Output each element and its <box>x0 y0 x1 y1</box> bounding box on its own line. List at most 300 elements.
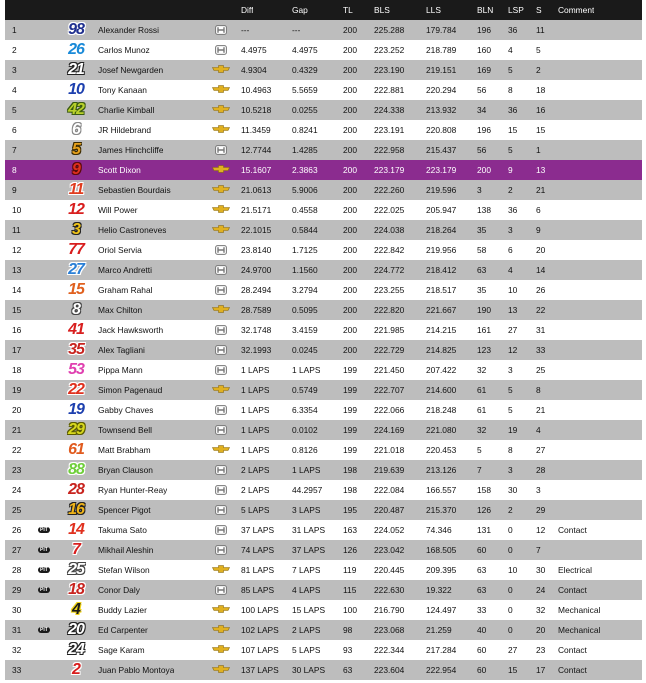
last-lap-speed-cell: 214.215 <box>426 325 457 335</box>
total-laps-cell: 200 <box>343 105 357 115</box>
gap-cell: 31 LAPS <box>292 525 326 535</box>
honda-engine-icon <box>212 145 233 155</box>
laps-since-pit-cell: 5 <box>508 145 513 155</box>
gap-cell: 0.8126 <box>292 445 318 455</box>
total-laps-cell: 200 <box>343 125 357 135</box>
best-lap-number-cell: 123 <box>477 345 491 355</box>
chevrolet-bowtie-icon <box>212 385 230 395</box>
best-lap-speed-cell: 221.018 <box>374 445 405 455</box>
start-position-cell: 20 <box>536 625 546 635</box>
position-cell: 27 <box>12 545 22 555</box>
total-laps-cell: 126 <box>343 545 357 555</box>
best-lap-speed-cell: 223.190 <box>374 65 405 75</box>
table-row[interactable] <box>5 120 642 140</box>
best-lap-speed-cell: 223.191 <box>374 125 405 135</box>
chevrolet-bowtie-icon <box>212 85 230 95</box>
driver-name[interactable]: Will Power <box>98 205 138 215</box>
best-lap-number-cell: 60 <box>477 645 487 655</box>
pit-badge: PIT <box>40 567 48 573</box>
best-lap-number-cell: 138 <box>477 205 491 215</box>
driver-name[interactable]: Jack Hawksworth <box>98 325 164 335</box>
comment-cell: Contact <box>558 585 587 595</box>
table-row[interactable] <box>5 280 642 300</box>
chevrolet-bowtie-icon <box>212 65 230 75</box>
laps-since-pit-cell: 13 <box>508 305 518 315</box>
start-position-cell: 32 <box>536 605 546 615</box>
car-number: 29 <box>68 421 84 438</box>
car-number: 77 <box>68 241 84 258</box>
col-header-bln[interactable]: BLN <box>477 5 494 15</box>
best-lap-speed-cell: 222.344 <box>374 645 405 655</box>
start-position-cell: 17 <box>536 665 546 675</box>
best-lap-speed-cell: 220.487 <box>374 505 405 515</box>
last-lap-speed-cell: 220.294 <box>426 85 457 95</box>
best-lap-number-cell: 34 <box>477 105 487 115</box>
honda-engine-icon <box>212 285 233 295</box>
diff-cell: 32.1748 <box>241 325 272 335</box>
car-number: 12 <box>68 201 84 218</box>
best-lap-number-cell: 56 <box>477 85 487 95</box>
total-laps-cell: 200 <box>343 85 357 95</box>
best-lap-speed-cell: 224.038 <box>374 225 405 235</box>
gap-cell: 4.4975 <box>292 45 318 55</box>
col-header-lls[interactable]: LLS <box>426 5 441 15</box>
start-position-cell: 6 <box>536 205 541 215</box>
best-lap-number-cell: 60 <box>477 545 487 555</box>
table-row[interactable] <box>5 460 642 480</box>
driver-name[interactable]: Scott Dixon <box>98 165 141 175</box>
last-lap-speed-cell: 215.370 <box>426 505 457 515</box>
best-lap-speed-cell: 216.790 <box>374 605 405 615</box>
table-row[interactable] <box>5 540 642 560</box>
best-lap-number-cell: 161 <box>477 325 491 335</box>
chevrolet-bowtie-icon <box>212 665 230 675</box>
laps-since-pit-cell: 36 <box>508 25 518 35</box>
total-laps-cell: 199 <box>343 365 357 375</box>
start-position-cell: 31 <box>536 325 546 335</box>
table-row[interactable] <box>5 520 642 540</box>
last-lap-speed-cell: 215.437 <box>426 145 457 155</box>
best-lap-speed-cell: 222.842 <box>374 245 405 255</box>
col-header-gap[interactable]: Gap <box>292 5 308 15</box>
car-number: 53 <box>68 361 84 378</box>
diff-cell: 74 LAPS <box>241 545 275 555</box>
best-lap-speed-cell: 221.450 <box>374 365 405 375</box>
best-lap-number-cell: 32 <box>477 425 487 435</box>
total-laps-cell: 100 <box>343 605 357 615</box>
laps-since-pit-cell: 15 <box>508 125 518 135</box>
comment-cell: Contact <box>558 665 587 675</box>
start-position-cell: 28 <box>536 465 546 475</box>
last-lap-speed-cell: 221.080 <box>426 425 457 435</box>
table-row[interactable] <box>5 60 642 80</box>
driver-name[interactable]: Max Chilton <box>98 305 143 315</box>
table-row[interactable] <box>5 260 642 280</box>
gap-cell: 0.5844 <box>292 225 318 235</box>
table-row[interactable] <box>5 100 642 120</box>
position-cell: 24 <box>12 485 22 495</box>
honda-engine-icon <box>212 25 233 35</box>
diff-cell: 1 LAPS <box>241 365 270 375</box>
car-number: 61 <box>68 441 84 458</box>
table-row[interactable] <box>5 20 642 40</box>
last-lap-speed-cell: 213.126 <box>426 465 457 475</box>
car-number: 9 <box>72 161 80 178</box>
total-laps-cell: 93 <box>343 645 353 655</box>
chevrolet-bowtie-icon <box>212 305 230 315</box>
gap-cell: 4 LAPS <box>292 585 321 595</box>
best-lap-number-cell: 60 <box>477 665 487 675</box>
honda-engine-icon <box>212 265 233 275</box>
driver-name[interactable]: Graham Rahal <box>98 285 153 295</box>
gap-cell: 1.4285 <box>292 145 318 155</box>
start-position-cell: 4 <box>536 425 541 435</box>
table-row[interactable] <box>5 80 642 100</box>
honda-engine-icon <box>212 485 233 495</box>
driver-name[interactable]: Oriol Servia <box>98 245 142 255</box>
results-table-body <box>5 20 642 680</box>
best-lap-speed-cell: 222.729 <box>374 345 405 355</box>
laps-since-pit-cell: 3 <box>508 225 513 235</box>
table-row[interactable] <box>5 200 642 220</box>
total-laps-cell: 199 <box>343 425 357 435</box>
gap-cell: 5 LAPS <box>292 645 321 655</box>
best-lap-number-cell: 56 <box>477 145 487 155</box>
laps-since-pit-cell: 27 <box>508 325 518 335</box>
last-lap-speed-cell: 213.932 <box>426 105 457 115</box>
best-lap-speed-cell: 222.707 <box>374 385 405 395</box>
diff-cell: 81 LAPS <box>241 565 275 575</box>
table-row[interactable] <box>5 220 642 240</box>
car-number: 18 <box>68 581 84 598</box>
laps-since-pit-cell: 2 <box>508 185 513 195</box>
driver-name[interactable]: Simon Pagenaud <box>98 385 163 395</box>
gap-cell: 44.2957 <box>292 485 323 495</box>
start-position-cell: 23 <box>536 645 546 655</box>
best-lap-number-cell: 63 <box>477 585 487 595</box>
diff-cell: 4.4975 <box>241 45 267 55</box>
position-cell: 21 <box>12 425 22 435</box>
car-number: 8 <box>72 301 80 318</box>
laps-since-pit-cell: 0 <box>508 625 513 635</box>
table-row[interactable] <box>5 320 642 340</box>
car-number: 28 <box>68 481 84 498</box>
last-lap-speed-cell: 217.284 <box>426 645 457 655</box>
driver-name[interactable]: Ed Carpenter <box>98 625 148 635</box>
total-laps-cell: 98 <box>343 625 353 635</box>
best-lap-number-cell: 169 <box>477 65 491 75</box>
gap-cell: 3.4159 <box>292 325 318 335</box>
diff-cell: 100 LAPS <box>241 605 279 615</box>
laps-since-pit-cell: 8 <box>508 85 513 95</box>
start-position-cell: 30 <box>536 565 546 575</box>
col-header-s[interactable]: S <box>536 5 542 15</box>
best-lap-number-cell: 190 <box>477 305 491 315</box>
position-cell: 15 <box>12 305 22 315</box>
best-lap-number-cell: 58 <box>477 245 487 255</box>
last-lap-speed-cell: 218.412 <box>426 265 457 275</box>
diff-cell: 5 LAPS <box>241 505 270 515</box>
col-header-lsp[interactable]: LSP <box>508 5 524 15</box>
position-cell: 12 <box>12 245 22 255</box>
diff-cell: 4.9304 <box>241 65 267 75</box>
honda-engine-icon <box>212 345 233 355</box>
table-row[interactable] <box>5 380 642 400</box>
car-number: 98 <box>68 21 84 38</box>
best-lap-number-cell: 33 <box>477 605 487 615</box>
total-laps-cell: 119 <box>343 565 357 575</box>
driver-name[interactable]: Takuma Sato <box>98 525 147 535</box>
driver-name[interactable]: Mikhail Aleshin <box>98 545 154 555</box>
gap-cell: 1 LAPS <box>292 365 321 375</box>
start-position-cell: 8 <box>536 385 541 395</box>
driver-name[interactable]: Marco Andretti <box>98 265 152 275</box>
table-row[interactable] <box>5 240 642 260</box>
position-cell: 19 <box>12 385 22 395</box>
position-cell: 28 <box>12 565 22 575</box>
best-lap-number-cell: 40 <box>477 625 487 635</box>
gap-cell: 0.4329 <box>292 65 318 75</box>
gap-cell: 0.8241 <box>292 125 318 135</box>
comment-cell: Contact <box>558 525 587 535</box>
driver-name[interactable]: Stefan Wilson <box>98 565 150 575</box>
start-position-cell: 11 <box>536 25 545 35</box>
diff-cell: 15.1607 <box>241 165 272 175</box>
gap-cell: 7 LAPS <box>292 565 321 575</box>
chevrolet-bowtie-icon <box>212 105 230 115</box>
laps-since-pit-cell: 3 <box>508 365 513 375</box>
start-position-cell: 33 <box>536 345 546 355</box>
table-row[interactable] <box>5 560 642 580</box>
best-lap-number-cell: 63 <box>477 565 487 575</box>
driver-name[interactable]: Bryan Clauson <box>98 465 153 475</box>
diff-cell: 10.5218 <box>241 105 272 115</box>
best-lap-speed-cell: 219.639 <box>374 465 405 475</box>
laps-since-pit-cell: 8 <box>508 445 513 455</box>
honda-engine-icon <box>212 525 233 535</box>
position-cell: 16 <box>12 325 22 335</box>
best-lap-speed-cell: 223.179 <box>374 165 405 175</box>
car-number: 4 <box>72 601 80 618</box>
last-lap-speed-cell: 207.422 <box>426 365 457 375</box>
honda-engine-icon <box>212 365 233 375</box>
gap-cell: 0.4558 <box>292 205 318 215</box>
col-header-bls[interactable]: BLS <box>374 5 390 15</box>
total-laps-cell: 200 <box>343 205 357 215</box>
diff-cell: --- <box>241 25 250 35</box>
best-lap-speed-cell: 223.604 <box>374 665 405 675</box>
car-number: 24 <box>68 641 84 658</box>
best-lap-number-cell: 61 <box>477 405 487 415</box>
best-lap-speed-cell: 222.260 <box>374 185 405 195</box>
total-laps-cell: 200 <box>343 285 357 295</box>
start-position-cell: 14 <box>536 265 546 275</box>
table-row[interactable] <box>5 360 642 380</box>
honda-engine-icon <box>212 465 233 475</box>
pit-badge: PIT <box>40 547 48 553</box>
diff-cell: 21.5171 <box>241 205 272 215</box>
driver-name[interactable]: Helio Castroneves <box>98 225 167 235</box>
best-lap-speed-cell: 224.169 <box>374 425 405 435</box>
best-lap-number-cell: 35 <box>477 225 487 235</box>
best-lap-speed-cell: 222.066 <box>374 405 405 415</box>
driver-name[interactable]: Conor Daly <box>98 585 140 595</box>
diff-cell: 85 LAPS <box>241 585 275 595</box>
position-cell: 6 <box>12 125 17 135</box>
start-position-cell: 16 <box>536 105 546 115</box>
best-lap-number-cell: 35 <box>477 285 487 295</box>
diff-cell: 107 LAPS <box>241 645 279 655</box>
table-row[interactable] <box>5 300 642 320</box>
driver-name[interactable]: Townsend Bell <box>98 425 153 435</box>
start-position-cell: 1 <box>536 145 541 155</box>
comment-cell: Contact <box>558 645 587 655</box>
driver-name[interactable]: Pippa Mann <box>98 365 143 375</box>
gap-cell: 0.5749 <box>292 385 318 395</box>
table-row[interactable] <box>5 600 642 620</box>
position-cell: 7 <box>12 145 17 155</box>
best-lap-number-cell: 158 <box>477 485 491 495</box>
table-row[interactable] <box>5 440 642 460</box>
laps-since-pit-cell: 2 <box>508 505 513 515</box>
start-position-cell: 21 <box>536 185 546 195</box>
last-lap-speed-cell: 218.789 <box>426 45 457 55</box>
last-lap-speed-cell: 214.600 <box>426 385 457 395</box>
laps-since-pit-cell: 10 <box>508 285 518 295</box>
driver-name[interactable]: Sebastien Bourdais <box>98 185 171 195</box>
best-lap-number-cell: 196 <box>477 25 491 35</box>
last-lap-speed-cell: 214.825 <box>426 345 457 355</box>
position-cell: 31 <box>12 625 22 635</box>
best-lap-speed-cell: 223.252 <box>374 45 405 55</box>
driver-name[interactable]: Tony Kanaan <box>98 85 147 95</box>
driver-name[interactable]: Charlie Kimball <box>98 105 155 115</box>
position-cell: 9 <box>12 185 17 195</box>
laps-since-pit-cell: 36 <box>508 105 518 115</box>
table-row[interactable] <box>5 660 642 680</box>
car-number: 5 <box>72 141 80 158</box>
car-number: 3 <box>72 221 80 238</box>
best-lap-speed-cell: 222.630 <box>374 585 405 595</box>
gap-cell: 1.1560 <box>292 265 318 275</box>
col-header-diff[interactable]: Diff <box>241 5 254 15</box>
table-row[interactable] <box>5 160 642 180</box>
driver-name[interactable]: Buddy Lazier <box>98 605 147 615</box>
total-laps-cell: 200 <box>343 65 357 75</box>
laps-since-pit-cell: 0 <box>508 605 513 615</box>
best-lap-number-cell: 63 <box>477 265 487 275</box>
position-cell: 13 <box>12 265 22 275</box>
total-laps-cell: 200 <box>343 265 357 275</box>
best-lap-speed-cell: 222.958 <box>374 145 405 155</box>
total-laps-cell: 63 <box>343 665 353 675</box>
table-row[interactable] <box>5 480 642 500</box>
total-laps-cell: 199 <box>343 385 357 395</box>
position-cell: 29 <box>12 585 22 595</box>
total-laps-cell: 200 <box>343 185 357 195</box>
table-row[interactable] <box>5 640 642 660</box>
position-cell: 2 <box>12 45 17 55</box>
position-cell: 10 <box>12 205 22 215</box>
driver-name[interactable]: Juan Pablo Montoya <box>98 665 175 675</box>
table-row[interactable] <box>5 180 642 200</box>
table-row[interactable] <box>5 620 642 640</box>
gap-cell: 2 LAPS <box>292 625 321 635</box>
car-number: 42 <box>68 101 84 118</box>
driver-name[interactable]: Josef Newgarden <box>98 65 164 75</box>
table-row[interactable] <box>5 500 642 520</box>
best-lap-speed-cell: 222.820 <box>374 305 405 315</box>
start-position-cell: 26 <box>536 285 546 295</box>
car-number: 7 <box>72 541 80 558</box>
start-position-cell: 21 <box>536 405 546 415</box>
driver-name[interactable]: Matt Brabham <box>98 445 151 455</box>
driver-name[interactable]: Spencer Pigot <box>98 505 151 515</box>
last-lap-speed-cell: 223.179 <box>426 165 457 175</box>
start-position-cell: 18 <box>536 85 546 95</box>
laps-since-pit-cell: 5 <box>508 385 513 395</box>
total-laps-cell: 198 <box>343 465 357 475</box>
comment-cell: Electrical <box>558 565 592 575</box>
position-cell: 33 <box>12 665 22 675</box>
best-lap-speed-cell: 220.445 <box>374 565 405 575</box>
laps-since-pit-cell: 10 <box>508 565 518 575</box>
gap-cell: 30 LAPS <box>292 665 326 675</box>
gap-cell: --- <box>292 25 301 35</box>
gap-cell: 1.7125 <box>292 245 318 255</box>
car-number: 21 <box>68 61 84 78</box>
best-lap-speed-cell: 222.084 <box>374 485 405 495</box>
last-lap-speed-cell: 219.596 <box>426 185 457 195</box>
table-row[interactable] <box>5 420 642 440</box>
gap-cell: 0.0255 <box>292 105 318 115</box>
car-number: 15 <box>68 281 84 298</box>
col-header-tl[interactable]: TL <box>343 5 353 15</box>
gap-cell: 6.3354 <box>292 405 318 415</box>
table-row[interactable] <box>5 580 642 600</box>
last-lap-speed-cell: 220.808 <box>426 125 457 135</box>
last-lap-speed-cell: 221.667 <box>426 305 457 315</box>
driver-name[interactable]: Alex Tagliani <box>98 345 145 355</box>
start-position-cell: 9 <box>536 225 541 235</box>
gap-cell: 1 LAPS <box>292 465 321 475</box>
table-row[interactable] <box>5 140 642 160</box>
driver-name[interactable]: Sage Karam <box>98 645 145 655</box>
diff-cell: 1 LAPS <box>241 385 270 395</box>
laps-since-pit-cell: 36 <box>508 205 518 215</box>
gap-cell: 2.3863 <box>292 165 318 175</box>
table-row[interactable] <box>5 400 642 420</box>
table-row[interactable] <box>5 40 642 60</box>
car-number: 19 <box>68 401 84 418</box>
table-row[interactable] <box>5 340 642 360</box>
driver-name[interactable]: Gabby Chaves <box>98 405 154 415</box>
driver-name[interactable]: James Hinchcliffe <box>98 145 164 155</box>
start-position-cell: 24 <box>536 585 546 595</box>
col-header-comment[interactable]: Comment <box>558 5 595 15</box>
start-position-cell: 12 <box>536 525 546 535</box>
diff-cell: 32.1993 <box>241 345 272 355</box>
driver-name[interactable]: Alexander Rossi <box>98 25 159 35</box>
start-position-cell: 13 <box>536 165 546 175</box>
total-laps-cell: 200 <box>343 25 357 35</box>
driver-name[interactable]: Carlos Munoz <box>98 45 150 55</box>
total-laps-cell: 163 <box>343 525 357 535</box>
diff-cell: 102 LAPS <box>241 625 279 635</box>
driver-name[interactable]: Ryan Hunter-Reay <box>98 485 168 495</box>
driver-name[interactable]: JR Hildebrand <box>98 125 152 135</box>
total-laps-cell: 198 <box>343 485 357 495</box>
